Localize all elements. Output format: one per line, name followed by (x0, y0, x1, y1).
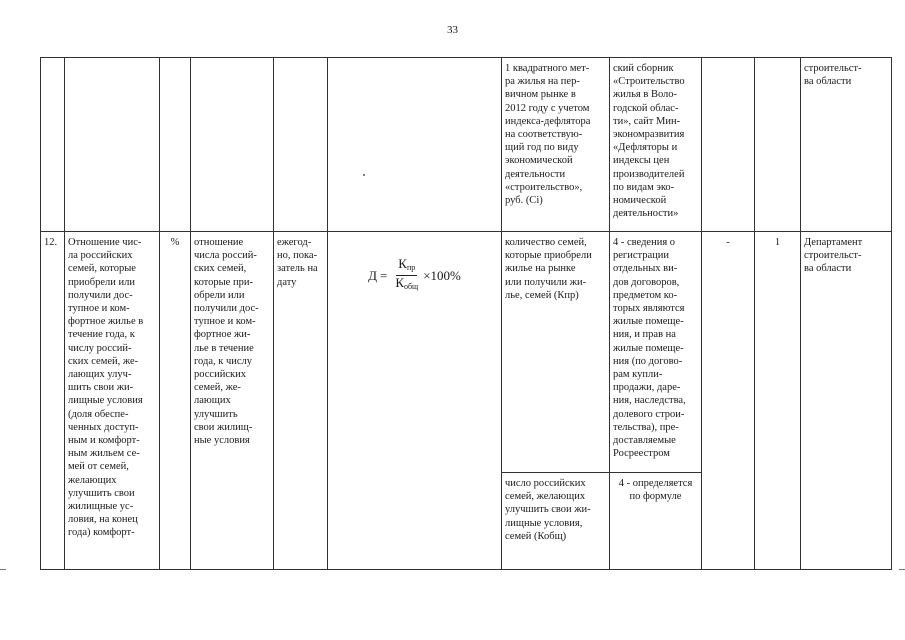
cell-formula (328, 232, 502, 570)
denominator-base: К (395, 275, 404, 291)
table-row-continuation (41, 58, 892, 232)
cell-definition: отношение числа россий- ских семей, которые при- обрели или получили дос- тупное и ком- фортное жи- лье в течение года, к числу российских семей, же- лающих улучшить свои жилищ- ные условия (191, 232, 274, 570)
formula-fraction (393, 257, 420, 294)
formula-lhs: Д (368, 268, 377, 284)
formula-equals: = (379, 268, 388, 284)
cell-unit: % (160, 232, 191, 570)
cell-col9: - (702, 232, 755, 570)
numerator-base: К (398, 256, 407, 272)
denominator-sub: общ (403, 282, 419, 292)
numerator-sub: пр (406, 263, 416, 273)
table-row-12a (41, 232, 892, 473)
cell-col10: 1 (755, 232, 801, 570)
left-edge-mark (0, 569, 6, 570)
cell-source-kpr: 4 - сведения о регистрации отдельных ви- дов договоров, предметом ко- торых являются жилые помеще- ния, и прав на жилые помеще- ния (по догово- рам купли- продажи, даре- ния, наследства, долевого строи- тельства), пре- доставляемые Росреестром (610, 232, 702, 473)
page-number: 33 (447, 24, 458, 36)
stray-dot (363, 174, 365, 176)
cell-responsible-dept: Департамент строительст- ва области (801, 232, 892, 570)
cell-col10-empty (755, 58, 801, 232)
right-edge-mark (899, 569, 905, 570)
formula-denominator (393, 276, 420, 294)
cell-col9-empty (702, 58, 755, 232)
cell-param-kpr: количество семей, которые приобрели жилье на рынке или получили жи- лье, семей (Кпр) (502, 232, 610, 473)
formula (368, 257, 461, 294)
cell-indicator-desc: 1 квадратного мет- ра жилья на пер- вичном рынке в 2012 году с учетом индекса-дефлятора на соответствую- щий год по виду экономической деятельности «строительство», руб. (Ci) (502, 58, 610, 232)
cell-formula-empty (328, 58, 502, 232)
cell-source: ский сборник «Строительство жилья в Воло- годской облас- ти», сайт Мин- экономразвития «Дефляторы и индексы цен производителей по видам эко- номической деятельности» (610, 58, 702, 232)
cell-param-kobsh: число российских семей, желающих улучшить свои жи- лищные условия, семей (Кобщ) (502, 473, 610, 570)
cell-row-number: 12. (41, 232, 65, 570)
cell-responsible: строительст- ва области (801, 58, 892, 232)
cell-name-empty (65, 58, 160, 232)
indicators-table (40, 57, 892, 570)
cell-indicator-name: Отношение чис- ла российских семей, которые приобрели или получили дос- тупное и ком- фортное жилье в течение года, к числу россий- ских семей, же- лающих улуч- шить свои жи- лищные условия (доля обеспе- ченных доступ- ным и комфорт- ным жильем се- мей от семей, желающих улучшить свои жилищные ус- ловия, на конец года) комфорт- (65, 232, 160, 570)
formula-numerator (396, 257, 417, 276)
cell-source-kobsh: 4 - определяется по формуле (610, 473, 702, 570)
cell-num-empty (41, 58, 65, 232)
cell-periodicity-empty (274, 58, 328, 232)
cell-definition-empty (191, 58, 274, 232)
cell-unit-empty (160, 58, 191, 232)
cell-periodicity: ежегод- но, пока- затель на дату (274, 232, 328, 570)
formula-rhs: ×100% (423, 268, 461, 284)
